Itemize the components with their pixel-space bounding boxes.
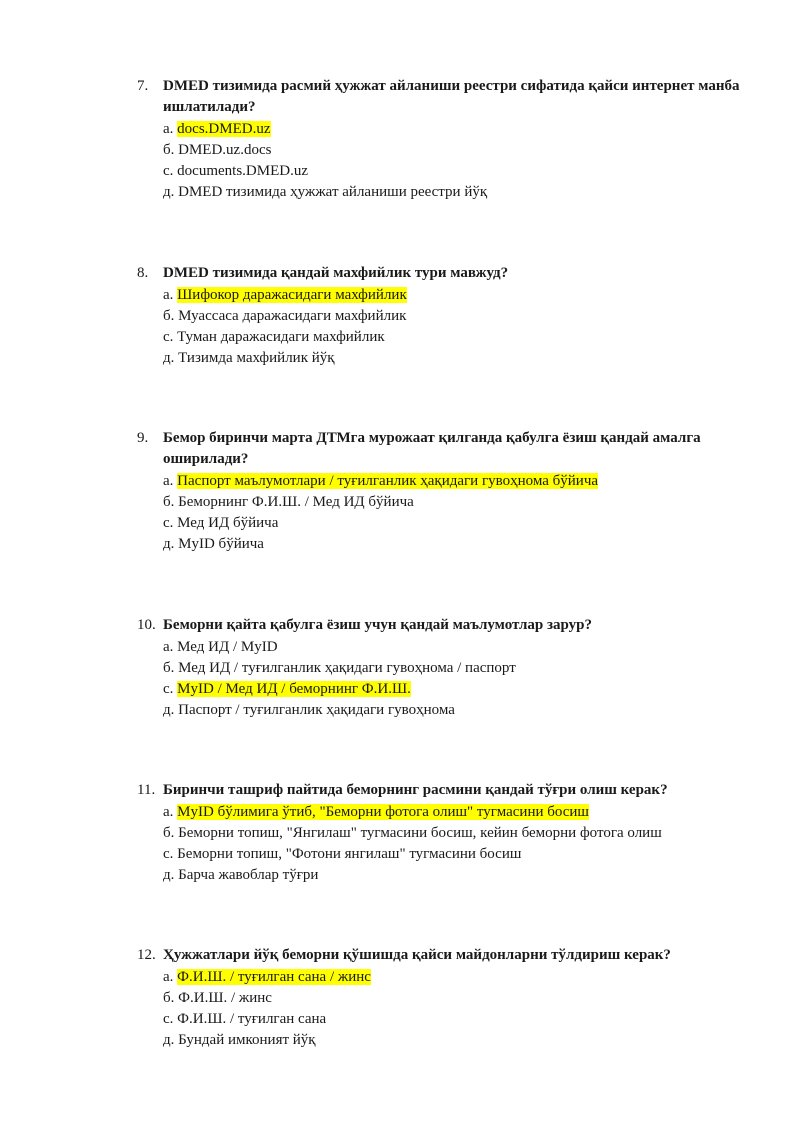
option-letter: с. xyxy=(163,515,174,531)
answer-option-a xyxy=(0,285,800,306)
question-number: 8. xyxy=(137,265,149,281)
answer-option-a xyxy=(0,119,800,140)
option-letter: д. xyxy=(163,536,175,552)
option-letter: а. xyxy=(163,969,174,985)
answer-option-d xyxy=(0,182,800,203)
question-12 xyxy=(0,945,800,1051)
option-text: Мед ИД бўйича xyxy=(177,515,279,531)
option-letter: а. xyxy=(163,804,174,820)
answer-option-b xyxy=(0,140,800,161)
question-9 xyxy=(0,428,800,555)
question-prompt: Бемор биринчи марта ДТМга мурожаат қилганда қабулга ёзиш қандай амалга оширилади? xyxy=(163,430,701,467)
answer-option-d xyxy=(0,700,800,721)
question-7 xyxy=(0,76,800,203)
option-letter: д. xyxy=(163,1032,175,1048)
answer-option-b xyxy=(0,492,800,513)
answer-option-a xyxy=(0,802,800,823)
option-letter: с. xyxy=(163,1011,174,1027)
answer-options xyxy=(0,119,800,203)
option-text: Мед ИД / MyID xyxy=(177,639,278,655)
option-text: documents.DMED.uz xyxy=(177,163,308,179)
answer-option-b xyxy=(0,658,800,679)
option-letter: б. xyxy=(163,308,175,324)
question-10 xyxy=(0,615,800,721)
option-letter: б. xyxy=(163,825,175,841)
question-text xyxy=(0,615,743,636)
answer-option-a xyxy=(0,967,800,988)
answer-option-a xyxy=(0,637,800,658)
option-text: Беморнинг Ф.И.Ш. / Мед ИД бўйича xyxy=(178,494,414,510)
question-8 xyxy=(0,263,800,369)
option-text: MyID бўйича xyxy=(178,536,264,552)
option-text-highlighted: MyID / Мед ИД / беморнинг Ф.И.Ш. xyxy=(177,681,411,697)
option-letter: а. xyxy=(163,287,174,303)
question-prompt: DMED тизимида қандай махфийлик тури мавжуд? xyxy=(163,265,509,281)
question-text xyxy=(0,76,743,118)
answer-option-a xyxy=(0,471,800,492)
question-number: 10. xyxy=(137,617,156,633)
answer-option-d xyxy=(0,1030,800,1051)
option-letter: д. xyxy=(163,184,175,200)
option-letter: а. xyxy=(163,473,174,489)
option-text: Ф.И.Ш. / жинс xyxy=(178,990,272,1006)
option-letter: б. xyxy=(163,660,175,676)
answer-option-d xyxy=(0,348,800,369)
answer-option-b xyxy=(0,823,800,844)
option-text: Мед ИД / туғилганлик ҳақидаги гувоҳнома / паспорт xyxy=(178,660,516,676)
answer-option-c xyxy=(0,1009,800,1030)
question-number: 11. xyxy=(137,782,156,798)
answer-option-c xyxy=(0,327,800,348)
question-text xyxy=(0,945,743,966)
option-text-highlighted: Ф.И.Ш. / туғилган сана / жинс xyxy=(177,969,371,985)
option-text: DMED.uz.docs xyxy=(178,142,272,158)
option-letter: с. xyxy=(163,329,174,345)
question-prompt: Ҳужжатлари йўқ беморни қўшишда қайси майдонларни тўлдириш керак? xyxy=(163,947,671,963)
option-text: Бундай имконият йўқ xyxy=(178,1032,316,1048)
answer-option-d xyxy=(0,534,800,555)
option-text: Муассаса даражасидаги махфийлик xyxy=(178,308,407,324)
option-letter: б. xyxy=(163,494,175,510)
option-text: Барча жавоблар тўғри xyxy=(178,867,319,883)
question-prompt: Биринчи ташриф пайтида беморнинг расмини қандай тўғри олиш керак? xyxy=(163,782,668,798)
option-letter: д. xyxy=(163,702,175,718)
option-letter: с. xyxy=(163,163,174,179)
answer-option-b xyxy=(0,988,800,1009)
answer-option-c xyxy=(0,513,800,534)
answer-options xyxy=(0,471,800,555)
question-text xyxy=(0,428,743,470)
question-number: 9. xyxy=(137,430,149,446)
question-prompt: DMED тизимида расмий ҳужжат айланиши реестри сифатида қайси интернет манба ишлатилади? xyxy=(163,78,740,115)
option-letter: д. xyxy=(163,867,175,883)
answer-options xyxy=(0,637,800,721)
answer-option-d xyxy=(0,865,800,886)
option-letter: б. xyxy=(163,142,175,158)
option-text: Паспорт / туғилганлик ҳақидаги гувоҳнома xyxy=(178,702,455,718)
answer-option-c xyxy=(0,844,800,865)
answer-option-c xyxy=(0,161,800,182)
question-prompt: Беморни қайта қабулга ёзиш учун қандай маълумотлар зарур? xyxy=(163,617,593,633)
option-text: Беморни топиш, "Янгилаш" тугмасини босиш, кейин беморни фотога олиш xyxy=(178,825,662,841)
option-text: Беморни топиш, "Фотони янгилаш" тугмасини босиш xyxy=(177,846,522,862)
option-text-highlighted: Паспорт маълумотлари / туғилганлик ҳақидаги гувоҳнома бўйича xyxy=(177,473,599,489)
option-letter: а. xyxy=(163,121,174,137)
question-number: 7. xyxy=(137,78,149,94)
option-text-highlighted: docs.DMED.uz xyxy=(177,121,271,137)
option-text: DMED тизимида ҳужжат айланиши реестри йўқ xyxy=(178,184,488,200)
answer-option-c xyxy=(0,679,800,700)
option-text: Тизимда махфийлик йўқ xyxy=(178,350,335,366)
option-letter: д. xyxy=(163,350,175,366)
answer-options xyxy=(0,967,800,1051)
option-text-highlighted: Шифокор даражасидаги махфийлик xyxy=(177,287,407,303)
option-letter: б. xyxy=(163,990,175,1006)
question-text xyxy=(0,263,743,284)
answer-options xyxy=(0,802,800,886)
option-letter: с. xyxy=(163,846,174,862)
answer-option-b xyxy=(0,306,800,327)
question-number: 12. xyxy=(137,947,156,963)
question-11 xyxy=(0,780,800,886)
answer-options xyxy=(0,285,800,369)
option-letter: с. xyxy=(163,681,174,697)
option-letter: а. xyxy=(163,639,174,655)
question-text xyxy=(0,780,743,801)
option-text-highlighted: MyID бўлимига ўтиб, "Беморни фотога олиш" тугмасини босиш xyxy=(177,804,589,820)
option-text: Туман даражасидаги махфийлик xyxy=(177,329,385,345)
option-text: Ф.И.Ш. / туғилган сана xyxy=(177,1011,327,1027)
